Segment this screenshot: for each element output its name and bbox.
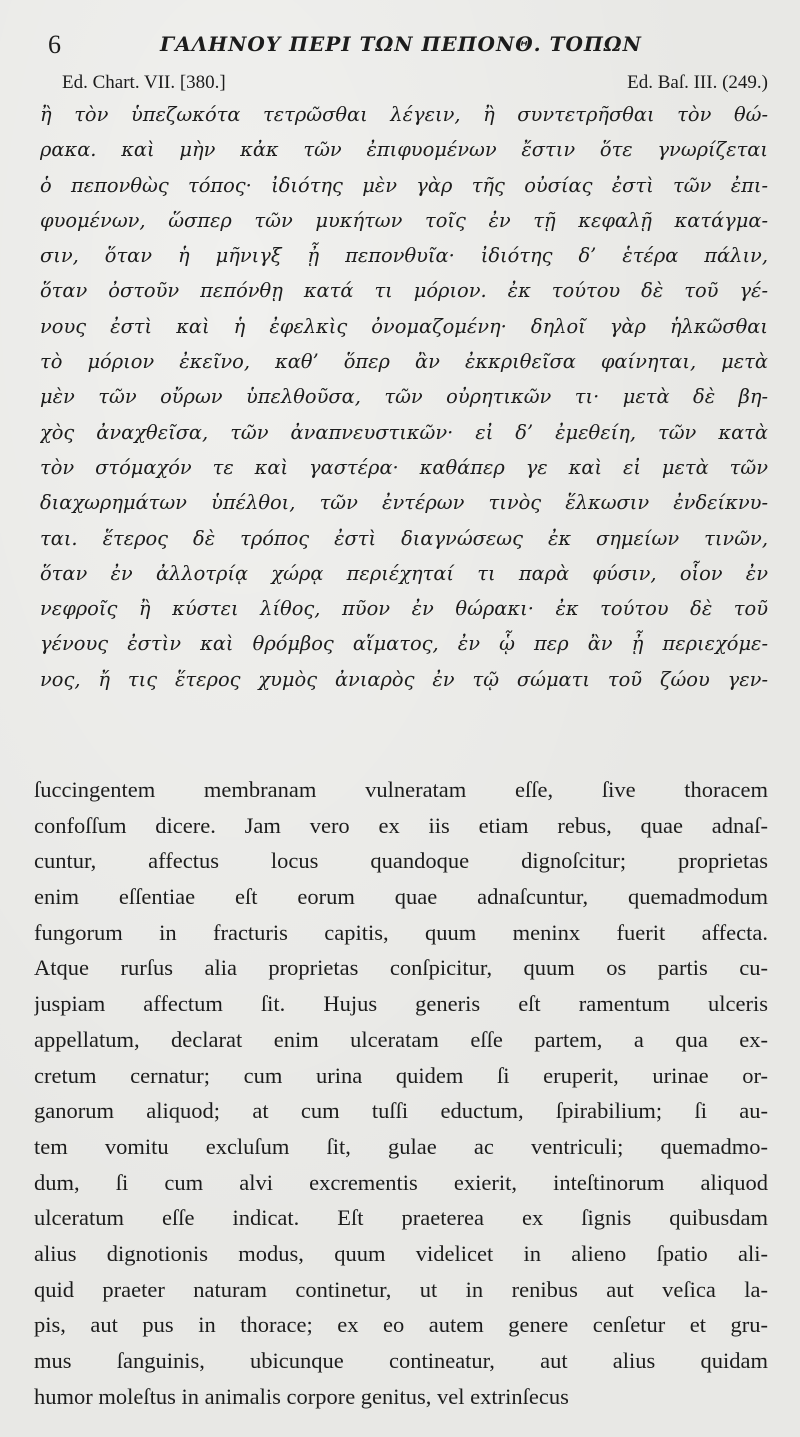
greek-line: νος, ἤ τις ἕτερος χυμὸς ἀνιαρὸς ἐν τῷ σώματι τοῦ ζώου γεν- — [40, 667, 768, 691]
running-head: ΓΑΛΗΝΟΥ ΠΕΡΙ ΤΩΝ ΠΕΠΟΝΘ. ΤΟΠΩΝ — [160, 32, 642, 56]
greek-line: νεφροῖς ἢ κύστει λίθος, πῦον ἐν θώρακι· ἐκ τούτου δὲ τοῦ — [40, 597, 768, 621]
latin-line: quid praeter naturam continetur, ut in renibus aut veſica la- — [34, 1276, 768, 1302]
edition-bas-ref: Ed. Baſ. III. (249.) — [627, 72, 768, 93]
latin-line: alius dignotionis modus, quum videlicet in alieno ſpatio ali- — [34, 1240, 768, 1266]
greek-line: ται. ἕτερος δὲ τρόπος ἐστὶ διαγνώσεως ἐκ σημείων τινῶν, — [40, 526, 768, 550]
latin-line: fungorum in fracturis capitis, quum meninx fuerit affecta. — [34, 919, 768, 945]
greek-line: ὅταν ἐν ἀλλοτρίᾳ χώρᾳ περιέχηταί τι παρὰ φύσιν, οἷον ἐν — [40, 561, 768, 585]
greek-text-block — [40, 97, 768, 697]
greek-line: μὲν τῶν οὔρων ὑπελθοῦσα, τῶν οὐρητικῶν τι· μετὰ δὲ βη- — [40, 385, 768, 409]
greek-line: ἢ τὸν ὑπεζωκότα τετρῶσθαι λέγειν, ἢ συντετρῆσθαι τὸν θώ- — [40, 103, 768, 126]
latin-line: mus ſanguinis, ubicunque contineatur, aut alius quidam — [34, 1348, 768, 1373]
latin-line: cuntur, affectus locus quandoque dignoſcitur; proprietas — [34, 848, 768, 874]
greek-line: ὅταν ὀστοῦν πεπόνθῃ κατά τι μόριον. ἐκ τούτου δὲ τοῦ γέ- — [40, 279, 768, 303]
latin-line: cretum cernatur; cum urina quidem ſi eruperit, urinae or- — [34, 1062, 768, 1088]
page-header — [48, 30, 768, 64]
latin-line: humor moleſtus in animalis corpore genitus, vel extrinſecus — [34, 1383, 569, 1409]
greek-line: γένους ἐστὶν καὶ θρόμβος αἵματος, ἐν ᾧ περ ἂν ᾖ περιεχόμε- — [40, 632, 768, 656]
latin-line: confoſſum dicere. Jam vero ex iis etiam rebus, quae adnaſ- — [34, 812, 768, 838]
greek-line: τὸν στόμαχόν τε καὶ γαστέρα· καθάπερ γε καὶ εἰ μετὰ τῶν — [40, 455, 768, 479]
greek-line: σιν, ὅταν ἡ μῆνιγξ ᾖ πεπονθυῖα· ἰδιότης δ’ ἑτέρα πάλιν, — [40, 244, 768, 268]
greek-line: τὸ μόριον ἐκεῖνο, καθ’ ὅπερ ἂν ἐκκριθεῖσα φαίνηται, μετὰ — [40, 350, 768, 374]
latin-line: ganorum aliquod; at cum tuſſi eductum, ſpirabilium; ſi au- — [34, 1098, 768, 1124]
greek-line: νους ἐστὶ καὶ ἡ ἐφελκὶς ὀνομαζομένη· δηλοῖ γὰρ ἡλκῶσθαι — [40, 314, 768, 338]
latin-line: enim eſſentiae eſt eorum quae adnaſcuntur, quemadmodum — [34, 884, 768, 910]
greek-line: ὁ πεπονθὼς τόπος· ἰδιότης μὲν γὰρ τῆς οὐσίας ἐστὶ τῶν ἐπι- — [40, 173, 768, 197]
latin-line: appellatum, declarat enim ulceratam eſſe partem, a qua ex- — [34, 1026, 768, 1052]
latin-text-block — [34, 772, 768, 1414]
greek-line: διαχωρημάτων ὑπέλθοι, τῶν ἐντέρων τινὸς ἕλκωσιν ἐνδείκνυ- — [40, 491, 768, 515]
greek-line: χὸς ἀναχθεῖσα, τῶν ἀναπνευστικῶν· εἰ δ’ ἐμεθείη, τῶν κατὰ — [40, 420, 768, 444]
latin-line: tem vomitu excluſum ſit, gulae ac ventriculi; quemadmo- — [34, 1133, 768, 1159]
latin-line: juspiam affectum ſit. Hujus generis eſt ramentum ulceris — [34, 991, 768, 1017]
greek-line: ρακα. καὶ μὴν κἀκ τῶν ἐπιφυομένων ἔστιν ὅτε γνωρίζεται — [40, 138, 768, 162]
latin-line: pis, aut pus in thorace; ex eo autem genere cenſetur et gru- — [34, 1312, 768, 1338]
edition-chart-ref: Ed. Chart. VII. [380.] — [62, 72, 226, 93]
latin-line: Atque rurſus alia proprietas conſpicitur, quum os partis cu- — [34, 955, 768, 981]
greek-line: φυομένων, ὥσπερ τῶν μυκήτων τοῖς ἐν τῇ κεφαλῇ κατάγμα- — [40, 208, 768, 232]
latin-line: ulceratum eſſe indicat. Eſt praeterea ex ſignis quibusdam — [34, 1205, 768, 1231]
page-number: 6 — [48, 30, 61, 59]
edition-references — [62, 72, 768, 98]
latin-line: ſuccingentem membranam vulneratam eſſe, ſive thoracem — [34, 777, 768, 802]
latin-line: dum, ſi cum alvi excrementis exierit, inteſtinorum aliquod — [34, 1169, 768, 1195]
